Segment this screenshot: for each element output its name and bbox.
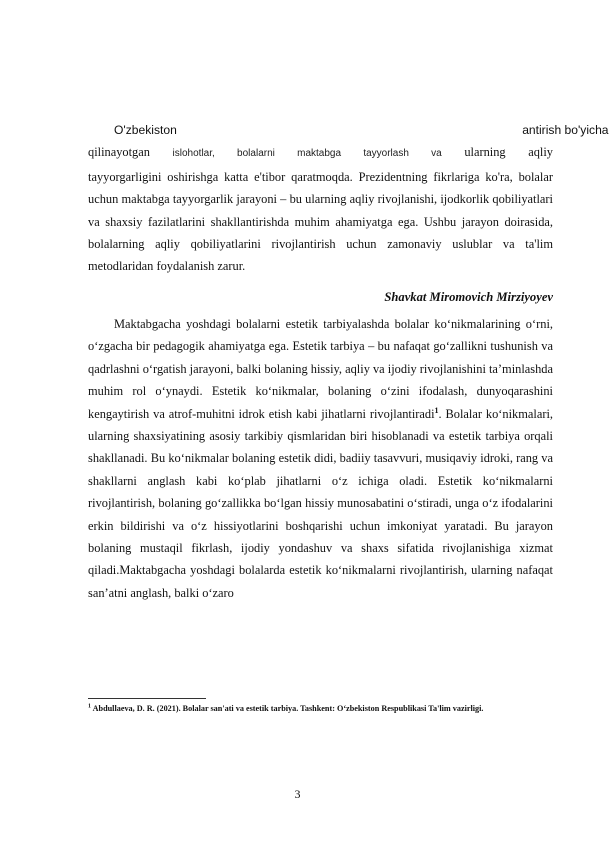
footnote-divider (88, 698, 206, 699)
intro-line-1 (88, 119, 609, 141)
intro-line-1-start: O'zbekiston (114, 123, 177, 137)
body-text (88, 313, 553, 604)
intro-paragraph (88, 119, 609, 278)
footnote (88, 703, 568, 714)
intro-line-2-end: ularning aqliy (464, 145, 553, 160)
body-text-part-2: . Bolalar ko‘nikmalari, ularning shaxsiyatining asosiy tarkibiy qismlaridan biri hisoblanadi va estetik tarbiya orqali shakllanadi. Bu ko‘nikmalar bolaning estetik didi, badiiy tasavvuri, musiqaviy idroki, rang va shakllarni anglash kabi ko‘plab jihatlarni o‘z ichiga oladi. Estetik ko‘nikmalarni rivojlantirish, bolaning go‘zallikka bo‘lgan hissiy munosabatini o‘stiradi, unga o‘z ifodalarini erkin bildirishi va o‘z hissiyotlarini boshqarishi uchun imkoniyat yaratadi. Bu jarayon bolaning mustaqil fikrlash, ijodiy yondashuv va shaxs sifatida rivojlanishiga xizmat qiladi.Maktabgacha yoshdagi bolalarda estetik ko‘nikmalarni rivojlantirish, ularning nafaqat san’atni anglash, balki o‘zaro (88, 406, 553, 600)
intro-paragraph-rest: tayyorgarligini oshirishga katta e'tibor qaratmoqda. Prezidentning fikrlariga ko'ra, bolalar uchun maktabga tayyorgarlik jarayoni – bu ularning aqliy rivojlanishi, ijodkorlik qobiliyatlari va shaxsiy fazilatlarini shakllantirishda muhim ahamiyatga ega. Ushbu jarayon doirasida, bolalarning aqliy qobiliyatlarini rivojlantirish uchun zamonaviy uslublar va ta'lim metodlaridan foydalanish zarur. (88, 169, 553, 274)
quote-author: Shavkat Miromovich Mirziyoyev (384, 290, 553, 304)
intro-line-2-start: qilinayotgan (88, 145, 150, 160)
body-paragraph (88, 313, 553, 604)
intro-line-1-end: antirish bo'yicha (522, 123, 609, 137)
footnote-reference[interactable]: 1 (434, 405, 439, 415)
body-text-part-1: Maktabgacha yoshdagi bolalarni estetik tarbiyalashda bolalar ko‘nikmalarining o‘rni, o‘zgacha bir pedagogik ahamiyatga ega. Estetik tarbiya – bu nafaqat go‘zallikni tushunish va qadrlashni o‘rgatish jarayoni, balki bolaning hissiy, aqliy va ijodiy rivojlanishini ta’minlashda muhim rol o‘ynaydi. Estetik ko‘nikmalar, bolaning o‘zini ifodalash, dunyoqarashini kengaytirish va atrof-muhitni idrok etish kabi jihatlarni rivojlantiradi (88, 317, 553, 421)
intro-line-2-faded: islohotlar, bolalarni maktabga tayyorlash va (172, 148, 442, 160)
footnote-text: Abdullaeva, D. R. (2021). Bolalar san'ati va estetik tarbiya. Tashkent: O‘zbekiston Respublikasi Ta'lim vazirligi. (92, 704, 484, 713)
page-number: 3 (294, 787, 301, 801)
intro-line-2 (88, 141, 553, 165)
footnote-number: 1 (88, 703, 91, 710)
